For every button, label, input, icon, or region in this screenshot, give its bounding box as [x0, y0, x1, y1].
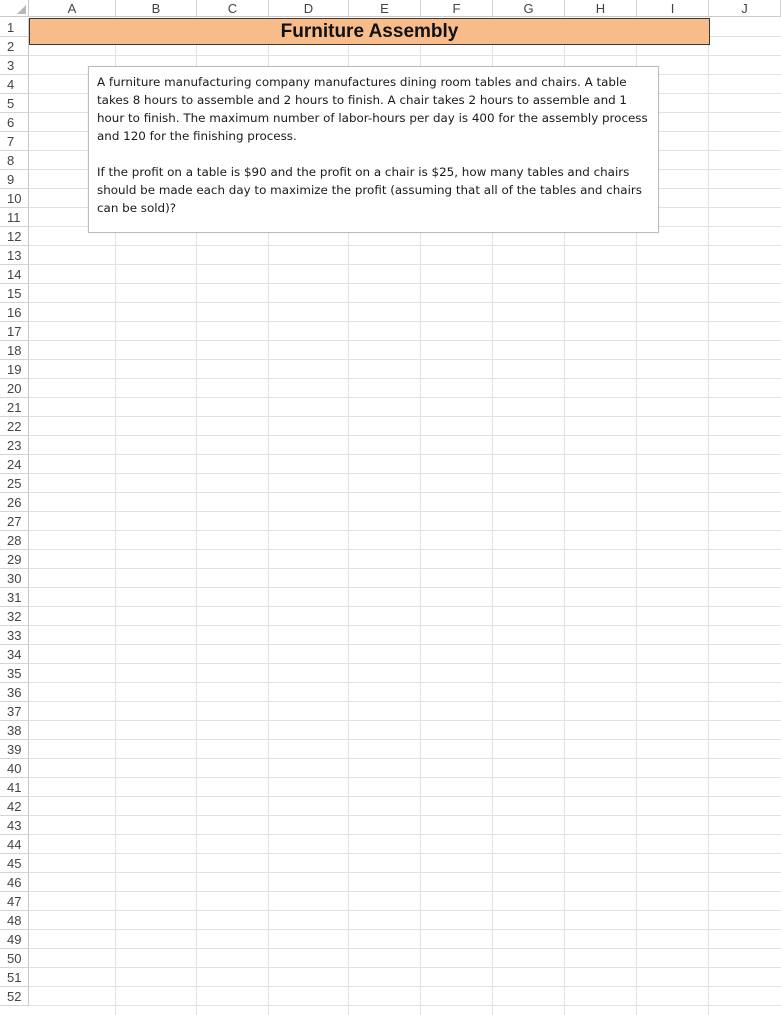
gridline-row-44 [29, 853, 781, 854]
gridline-row-21 [29, 416, 781, 417]
row-header-48[interactable]: 48 [0, 911, 29, 930]
row-header-32[interactable]: 32 [0, 607, 29, 626]
row-header-10[interactable]: 10 [0, 189, 29, 208]
row-header-44[interactable]: 44 [0, 835, 29, 854]
row-header-29[interactable]: 29 [0, 550, 29, 569]
row-header-27[interactable]: 27 [0, 512, 29, 531]
row-header-50[interactable]: 50 [0, 949, 29, 968]
gridline-row-28 [29, 549, 781, 550]
row-header-7[interactable]: 7 [0, 132, 29, 151]
gridline-row-2 [29, 55, 781, 56]
column-header-d[interactable]: D [269, 0, 349, 17]
column-header-b[interactable]: B [116, 0, 197, 17]
gridline-row-47 [29, 910, 781, 911]
gridline-row-38 [29, 739, 781, 740]
problem-paragraph-2: If the profit on a table is $90 and the profit on a chair is $25, how many tables and chairs should be made each day to maximize the profit (assuming that all of the tables and chairs can be sold)? [97, 165, 642, 215]
gridline-row-48 [29, 929, 781, 930]
column-header-c[interactable]: C [197, 0, 269, 17]
gridline-row-43 [29, 834, 781, 835]
gridline-row-14 [29, 283, 781, 284]
row-header-34[interactable]: 34 [0, 645, 29, 664]
gridline-row-18 [29, 359, 781, 360]
gridline-row-29 [29, 568, 781, 569]
row-header-25[interactable]: 25 [0, 474, 29, 493]
gridline-row-16 [29, 321, 781, 322]
column-header-g[interactable]: G [493, 0, 565, 17]
gridline-row-33 [29, 644, 781, 645]
row-header-52[interactable]: 52 [0, 987, 29, 1006]
row-header-16[interactable]: 16 [0, 303, 29, 322]
row-header-40[interactable]: 40 [0, 759, 29, 778]
column-header-j[interactable]: J [709, 0, 781, 17]
row-header-18[interactable]: 18 [0, 341, 29, 360]
column-header-e[interactable]: E [349, 0, 421, 17]
row-header-13[interactable]: 13 [0, 246, 29, 265]
row-header-45[interactable]: 45 [0, 854, 29, 873]
row-header-2[interactable]: 2 [0, 37, 29, 56]
problem-paragraph-1: A furniture manufacturing company manufactures dining room tables and chairs. A table takes 8 hours to assemble and 2 hours to finish. A chair takes 2 hours to assemble and 1 hour to finish. The maximum number of labor-hours per day is 400 for the assembly process and 120 for the finishing process. [97, 75, 648, 143]
row-header-21[interactable]: 21 [0, 398, 29, 417]
row-header-30[interactable]: 30 [0, 569, 29, 588]
row-header-35[interactable]: 35 [0, 664, 29, 683]
column-header-h[interactable]: H [565, 0, 637, 17]
row-header-47[interactable]: 47 [0, 892, 29, 911]
row-header-6[interactable]: 6 [0, 113, 29, 132]
gridline-row-51 [29, 986, 781, 987]
gridline-row-23 [29, 454, 781, 455]
row-header-22[interactable]: 22 [0, 417, 29, 436]
row-header-38[interactable]: 38 [0, 721, 29, 740]
row-header-42[interactable]: 42 [0, 797, 29, 816]
row-header-39[interactable]: 39 [0, 740, 29, 759]
gridline-row-42 [29, 815, 781, 816]
gridline-row-20 [29, 397, 781, 398]
row-header-15[interactable]: 15 [0, 284, 29, 303]
gridline-row-26 [29, 511, 781, 512]
gridline-row-34 [29, 663, 781, 664]
gridline-row-35 [29, 682, 781, 683]
gridline-row-40 [29, 777, 781, 778]
gridline-row-50 [29, 967, 781, 968]
gridline-col-i [708, 17, 709, 1015]
select-all-icon [17, 5, 26, 14]
row-header-46[interactable]: 46 [0, 873, 29, 892]
row-header-12[interactable]: 12 [0, 227, 29, 246]
row-header-36[interactable]: 36 [0, 683, 29, 702]
gridline-row-52 [29, 1005, 781, 1006]
row-header-31[interactable]: 31 [0, 588, 29, 607]
gridline-row-19 [29, 378, 781, 379]
gridline-row-12 [29, 245, 781, 246]
gridline-row-41 [29, 796, 781, 797]
row-header-28[interactable]: 28 [0, 531, 29, 550]
row-header-49[interactable]: 49 [0, 930, 29, 949]
column-header-a[interactable]: A [29, 0, 116, 17]
gridline-row-15 [29, 302, 781, 303]
row-header-41[interactable]: 41 [0, 778, 29, 797]
gridline-row-27 [29, 530, 781, 531]
gridline-row-45 [29, 872, 781, 873]
gridline-row-32 [29, 625, 781, 626]
row-header-26[interactable]: 26 [0, 493, 29, 512]
row-header-23[interactable]: 23 [0, 436, 29, 455]
row-header-43[interactable]: 43 [0, 816, 29, 835]
column-header-f[interactable]: F [421, 0, 493, 17]
title-cell[interactable]: Furniture Assembly [29, 18, 710, 45]
row-header-17[interactable]: 17 [0, 322, 29, 341]
gridline-row-49 [29, 948, 781, 949]
row-header-19[interactable]: 19 [0, 360, 29, 379]
column-header-i[interactable]: I [637, 0, 709, 17]
row-header-5[interactable]: 5 [0, 94, 29, 113]
row-header-1[interactable]: 1 [0, 18, 29, 37]
row-header-14[interactable]: 14 [0, 265, 29, 284]
gridline-row-17 [29, 340, 781, 341]
gridline-row-36 [29, 701, 781, 702]
row-header-3[interactable]: 3 [0, 56, 29, 75]
row-header-11[interactable]: 11 [0, 208, 29, 227]
problem-text-box[interactable] [88, 66, 659, 233]
gridline-row-22 [29, 435, 781, 436]
row-header-51[interactable]: 51 [0, 968, 29, 987]
row-header-8[interactable]: 8 [0, 151, 29, 170]
gridline-row-31 [29, 606, 781, 607]
select-all-corner[interactable] [0, 0, 29, 17]
row-header-20[interactable]: 20 [0, 379, 29, 398]
gridline-row-24 [29, 473, 781, 474]
row-header-24[interactable]: 24 [0, 455, 29, 474]
gridline-row-37 [29, 720, 781, 721]
row-header-33[interactable]: 33 [0, 626, 29, 645]
gridline-row-30 [29, 587, 781, 588]
gridline-row-25 [29, 492, 781, 493]
row-header-37[interactable]: 37 [0, 702, 29, 721]
row-header-4[interactable]: 4 [0, 75, 29, 94]
gridline-row-39 [29, 758, 781, 759]
gridline-row-46 [29, 891, 781, 892]
row-header-9[interactable]: 9 [0, 170, 29, 189]
gridline-row-13 [29, 264, 781, 265]
